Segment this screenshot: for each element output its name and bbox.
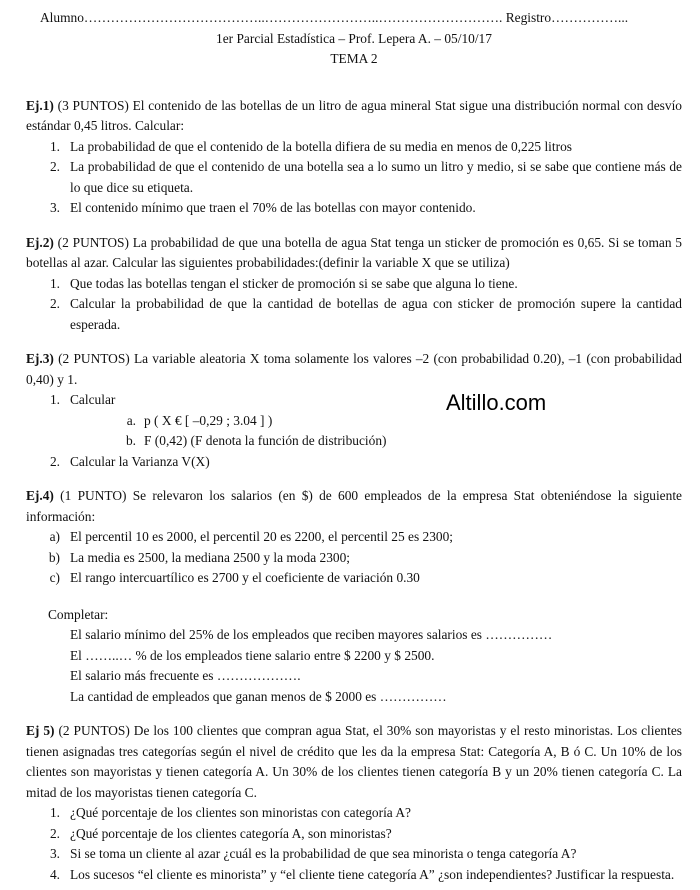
- list-item: [26, 452, 682, 473]
- item-number: b): [48, 549, 60, 565]
- item-number: 2.: [49, 159, 60, 174]
- exercise-1-statement: [26, 96, 682, 137]
- exercise-1-lead: Ej.1): [26, 97, 54, 113]
- item-number: 1.: [49, 138, 60, 154]
- sub-item-letter: a.: [126, 412, 136, 428]
- item-text: Si se toma un cliente al azar ¿cuál es la probabilidad de que sea minorista o tenga categoría A?: [70, 846, 577, 861]
- exercise-4-statement: [26, 486, 682, 527]
- exercise-3-statement: [26, 349, 682, 390]
- list-item: [26, 568, 682, 589]
- list-item: [26, 137, 682, 158]
- exercise-3-lead: Ej.3): [26, 351, 54, 366]
- exercise-3-items: [26, 390, 682, 411]
- sub-item-text: p ( X € [ –0,29 ; 3.04 ] ): [144, 412, 273, 428]
- list-item: [26, 803, 682, 824]
- item-text: La probabilidad de que el contenido de la botella difiera de su media en menos de 0,225 litros: [70, 138, 572, 154]
- exercise-1: [26, 96, 682, 219]
- list-item: [26, 824, 682, 845]
- list-item: [26, 294, 682, 335]
- item-number: c): [49, 570, 60, 585]
- item-number: 1.: [49, 275, 60, 291]
- item-number: a): [49, 529, 60, 544]
- item-text: Calcular: [70, 392, 116, 407]
- fill-in-line: La cantidad de empleados que ganan menos de $ 2000 es ……………: [70, 688, 447, 704]
- fill-in-line: El salario más frecuente es ……………….: [70, 668, 301, 683]
- list-item: [26, 274, 682, 295]
- exercise-2-statement: [26, 233, 682, 274]
- exercise-5-intro: (2 PUNTOS) De los 100 clientes que compran agua Stat, el 30% son mayoristas y el resto minoristas. Los clientes tienen asignadas tres categorías según el nivel de crédito que les da la empresa Stat: Categoría A, B ó C. Un 10% de los clientes son mayoristas y tienen categoría A. Un 30% de los clientes tienen categoría B y un 20% tienen categoría C. La mitad de los mayoristas tienen categoría C.: [26, 723, 682, 800]
- item-number: 3.: [49, 846, 60, 861]
- exercise-1-intro: (3 PUNTOS) El contenido de las botellas de un litro de agua mineral Stat sigue una distribución normal con desvío estándar 0,45 litros. Calcular:: [26, 97, 682, 133]
- item-number: 2.: [49, 296, 60, 311]
- student-register-line: Alumno…………………………………..……………………..………………………. Registro……………...: [40, 10, 629, 25]
- exercise-4-intro: (1 PUNTO) Se relevaron los salarios (en $) de 600 empleados de la empresa Stat obteniéndose la siguiente información:: [26, 488, 682, 524]
- exercise-2-intro: (2 PUNTOS) La probabilidad de que una botella de agua Stat tenga un sticker de promoción es 0,65. Si se toman 5 botellas al azar. Calcular las siguientes probabilidades:(definir la variable X que se utiliza): [26, 234, 682, 270]
- list-item: [26, 844, 682, 865]
- exercise-1-items: [26, 137, 682, 219]
- student-header: [26, 8, 682, 29]
- exam-title: 1er Parcial Estadística – Prof. Lepera A. – 05/10/17: [216, 30, 492, 46]
- exercise-4: [26, 486, 682, 707]
- sub-item: [26, 411, 682, 432]
- completion-block: [26, 605, 682, 708]
- exercise-2-lead: Ej.2): [26, 234, 54, 250]
- sub-item-text: F (0,42) (F denota la función de distribución): [144, 433, 387, 448]
- exercise-5-statement: [26, 721, 682, 803]
- sub-item: [26, 431, 682, 452]
- item-text: Los sucesos “el cliente es minorista” y “el cliente tiene categoría A” ¿son independientes? Justificar la respuesta.: [70, 866, 675, 882]
- item-text: El percentil 10 es 2000, el percentil 20 es 2200, el percentil 25 es 2300;: [70, 529, 454, 544]
- exercise-4-lead: Ej.4): [26, 488, 54, 503]
- list-item: [26, 548, 682, 569]
- fill-in-line: El salario mínimo del 25% de los empleados que reciben mayores salarios es ……………: [70, 627, 553, 642]
- item-number: 1.: [49, 805, 60, 820]
- exercise-3-items-2: [26, 452, 682, 473]
- item-number: 1.: [49, 392, 60, 407]
- item-number: 3.: [49, 200, 60, 215]
- exercise-5-lead: Ej 5): [26, 723, 55, 738]
- sub-item-letter: b.: [125, 433, 136, 448]
- exercise-3-intro: (2 PUNTOS) La variable aleatoria X toma solamente los valores –2 (con probabilidad 0.20), –1 (con probabilidad 0,40) y 1.: [26, 351, 682, 387]
- item-text: La media es 2500, la mediana 2500 y la moda 2300;: [70, 549, 351, 565]
- item-text: Que todas las botellas tengan el sticker de promoción si se sabe que alguna lo tiene.: [70, 275, 518, 291]
- exercise-4-items: [26, 527, 682, 589]
- item-text: La probabilidad de que el contenido de una botella sea a lo sumo un litro y medio, si se sabe que contiene más de lo que dice su etiqueta.: [70, 159, 682, 195]
- item-text: Calcular la Varianza V(X): [70, 453, 210, 469]
- exercise-2: [26, 233, 682, 336]
- item-number: 2.: [49, 825, 60, 841]
- exercise-5-items: [26, 803, 682, 885]
- exercise-3: [26, 349, 682, 472]
- item-text: El rango intercuartílico es 2700 y el coeficiente de variación 0.30: [70, 570, 420, 585]
- exercise-2-items: [26, 274, 682, 336]
- list-item: [26, 527, 682, 548]
- list-item: [26, 198, 682, 219]
- item-text: ¿Qué porcentaje de los clientes categoría A, son minoristas?: [70, 825, 392, 841]
- item-number: 4.: [49, 866, 60, 882]
- item-text: El contenido mínimo que traen el 70% de las botellas con mayor contenido.: [70, 200, 476, 215]
- list-item: [26, 390, 682, 411]
- fill-in-line: El ……..… % de los empleados tiene salario entre $ 2200 y $ 2500.: [70, 647, 435, 663]
- watermark-text: Altillo.com: [446, 390, 547, 415]
- item-text: ¿Qué porcentaje de los clientes son minoristas con categoría A?: [70, 805, 411, 820]
- list-item: [26, 865, 682, 886]
- exercise-5: [26, 721, 682, 885]
- exam-theme: TEMA 2: [330, 51, 378, 66]
- item-text: Calcular la probabilidad de que la cantidad de botellas de agua con sticker de promoción supere la cantidad esperada.: [70, 296, 682, 332]
- completar-label: Completar:: [48, 606, 109, 622]
- item-number: 2.: [49, 453, 60, 469]
- list-item: [26, 157, 682, 198]
